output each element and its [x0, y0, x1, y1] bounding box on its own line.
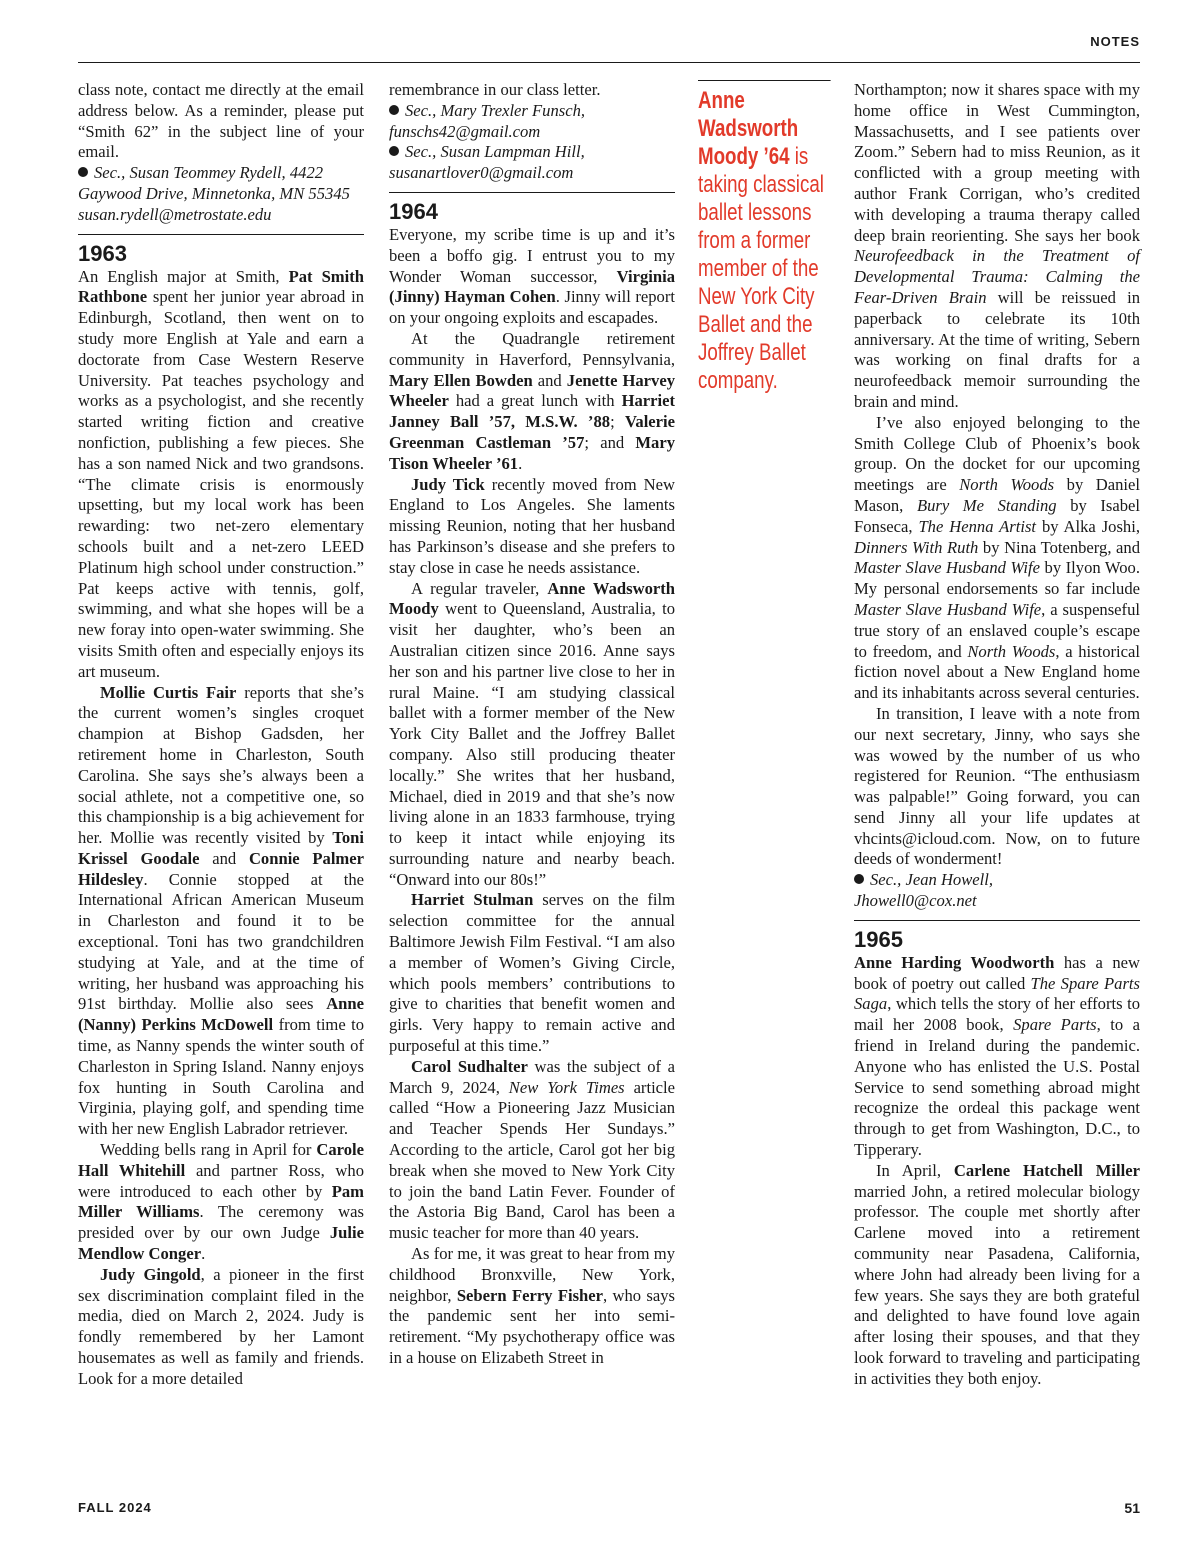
classmate-name: Mary Ellen Bowden	[389, 370, 533, 390]
secretary-email[interactable]: susanartlover0@gmail.com	[389, 163, 574, 183]
classmate-name: Sebern Ferry Fisher	[456, 1285, 603, 1305]
note-stulman: Harriet Stulman serves on the film selection committee for the annual Baltimore Jewish Film Festival. “I am also a member of Women’s Giving Circle, which pools members’ contributions to give to charities that benefit women and girls. Very happy to remain active and purposeful at this time.”	[389, 890, 676, 1056]
column-2	[389, 80, 675, 1369]
column-1	[78, 80, 364, 1390]
book-title: The Henna Artist	[918, 516, 1037, 536]
year-heading-1963: 1963	[78, 234, 364, 267]
column-4	[854, 80, 1140, 1390]
year-heading-1965: 1965	[854, 920, 1140, 953]
classmate-name: Toni Krissel Goodale	[78, 828, 364, 868]
bullet-icon	[78, 167, 88, 177]
classmate-name: Carlene Hatchell Miller	[953, 1160, 1140, 1180]
note-fisher: As for me, it was great to hear from my childhood Bronxville, New York, neighbor, Sebern Ferry Fisher, who says the pandemic sent her into semi-retirement. “My psychotherapy office was in a house on Elizabeth Street in	[389, 1244, 675, 1368]
note-fisher-cont: Northampton; now it shares space with my home office in West Cummington, Massachusetts, and I see patients over Zoom.” Sebern had to miss Reunion, as it conflicted with a group meeting with author Frank Corrigan, who’s credited with developing a trauma therapy called deep brain reorienting. She says her book Neurofeedback in the Treatment of Developmental Trauma: Calming the Fear-Driven Brain will be reissued in paperback to celebrate its 10th anniversary. At the time of writing, Sebern was working on final drafts for a neurofeedback memoir surrounding the brain and mind.	[854, 80, 1140, 411]
classmate-name: Carole Hall Whitehill	[78, 1140, 364, 1180]
section-label: NOTES	[1090, 34, 1140, 49]
classmate-name: Judy Gingold	[100, 1264, 201, 1284]
classmate-name: Carol Sudhalter	[411, 1056, 528, 1076]
book-title: Spare Parts	[1013, 1015, 1097, 1035]
header-rule	[78, 62, 1140, 63]
note-transition: In transition, I leave with a note from our next secretary, Jinny, who says she was wowed by the number of us who registered for Reunion. “The enthusiasm was palpable!” Going forward, you can send Jinny all your life updates at vhcints@icloud.com. Now, on to future deeds of wonderment!	[854, 703, 1140, 869]
classmate-name: Virginia (Jinny) Hayman Cohen	[389, 266, 675, 307]
secretary-1962	[78, 163, 364, 225]
classmate-name: Anne Wadsworth Moody	[389, 578, 675, 619]
pull-quote-name: Anne Wadsworth Moody ’64	[698, 87, 799, 170]
note-moody: A regular traveler, Anne Wadsworth Moody went to Queensland, Australia, to visit her daughter, who’s been an Australian citizen since 2016. Anne says her son and his partner live close to her in rural Maine. “I am studying classical ballet with a former member of the New York City Ballet and the Joffrey Ballet company. Also still producing theater locally.” She writes that her husband, Michael, died in 2019 and that she’s now living alone in an 1833 farmhouse, trying to keep it intact while enjoying its surrounding nature and nearby beach. “Onward into our 80s!”	[389, 578, 675, 889]
classmate-name: Pat Smith Rathbone	[78, 266, 364, 307]
book-title: Dinners With Ruth	[854, 537, 979, 557]
pull-quote	[698, 80, 831, 395]
note-whitehill: Wedding bells rang in April for Carole Hall Whitehill and partner Ross, who were introduced to each other by Pam Miller Williams. The ceremony was presided over by our own Judge Julie Mendlow Conger.	[78, 1140, 365, 1264]
secretary-1962-text: Sec., Susan Teommey Rydell, 4422 Gaywood Drive, Minnetonka, MN 55345 susan.rydell@metrostate.edu	[78, 163, 350, 224]
classmate-name: Harriet Stulman	[411, 890, 534, 910]
class-1962-closing: class note, contact me directly at the email address below. As a reminder, please put “Smith 62” in the subject line of your email.	[78, 80, 364, 162]
secretary-email[interactable]: funschs42@gmail.com	[389, 121, 541, 141]
classmate-name: Pam Miller Williams	[78, 1181, 364, 1222]
note-miller: In April, Carlene Hatchell Miller married John, a retired molecular biology professor. The couple met shortly after Carlene moved into a retirement community near Pasadena, California, where John had already been living for a few years. She says they are both grateful and delighted to have found love again after losing their spouses, and that they look forward to traveling and participating in activities they both enjoy.	[854, 1160, 1140, 1388]
class-1963-closing: remembrance in our class letter.	[389, 80, 601, 99]
secretary-1963-b: Sec., Susan Lampman Hill, susanartlover0@gmail.com	[389, 142, 585, 183]
bullet-icon	[854, 874, 864, 884]
book-title: Master Slave Husband Wife	[854, 558, 1040, 578]
note-gingold: Judy Gingold, a pioneer in the first sex discrimination complaint filed in the media, died on March 2, 2024. Judy is fondly remembered by her Lamont housemates as well as family and friends. Look for a more detailed	[78, 1264, 364, 1388]
secretary-1964: Sec., Jean Howell, Jhowell0@cox.net	[854, 870, 994, 911]
book-title: North Woods	[967, 641, 1056, 661]
issue-label: FALL 2024	[78, 1500, 152, 1515]
note-intro-1964: Everyone, my scribe time is up and it’s been a boffo gig. I entrust you to my Wonder Woman successor, Virginia (Jinny) Hayman Cohen. Jinny will report on your ongoing exploits and escapades.	[389, 224, 675, 328]
classmate-name: Anne Harding Woodworth	[854, 952, 1055, 972]
book-title: Bury Me Standing	[916, 495, 1057, 515]
column-3	[698, 80, 828, 395]
publication-title: New York Times	[508, 1077, 625, 1097]
classmate-name: Connie Palmer Hildesley	[78, 848, 364, 889]
classmate-name: Mary Tison Wheeler ’61	[389, 432, 675, 473]
bullet-icon	[389, 146, 399, 156]
classmate-name: Valerie Greenman Castleman ’57	[389, 412, 676, 452]
book-title: Neurofeedback in the Treatment of Developmental Trauma: Calming the Fear-Driven Brain	[854, 246, 1140, 307]
note-fair: Mollie Curtis Fair reports that she’s the current women’s singles croquet champion at Bishop Gadsden, her retirement home in Charleston, South Carolina. She says she’s always been a social athlete, not a competitive one, so this championship is a big achievement for her. Mollie was recently visited by Toni Krissel Goodale and Connie Palmer Hildesley. Connie stopped at the International African American Museum in Charleston and found it to be exceptional. Toni has two grandchildren studying at Yale, and at the time of writing, her husband was approaching his 91st birthday. Mollie also sees Anne (Nanny) Perkins McDowell from time to time, as Nanny spends the winter south of Charleston in Spring Island. Nanny enjoys fox hunting in South Carolina and Virginia, playing golf, and spending time with her new English Labrador retriever.	[78, 682, 365, 1139]
classmate-name: Mollie Curtis Fair	[100, 682, 237, 702]
book-title: The Spare Parts Saga	[854, 973, 1140, 1014]
bullet-icon	[389, 105, 399, 115]
note-sudhalter: Carol Sudhalter was the subject of a March 9, 2024, New York Times article called “How a Pioneering Jazz Musician and Teacher Spends Her Sundays.” According to the article, Carol got her big break when she moved to New York City to join the band Latin Fever. Founder of the Astoria Big Band, Carol has been a music teacher for more than 40 years.	[389, 1056, 676, 1243]
secretary-email[interactable]: Jhowell0@cox.net	[854, 891, 977, 911]
note-rathbone: An English major at Smith, Pat Smith Rathbone spent her junior year abroad in Edinburgh, Scotland, then went on to study more English at Yale and earn a doctorate from Case Western Reserve University. Pat teaches psychology and works as a psychologist, and she recently started writing fiction and creative nonfiction, publishing a few pieces. She has a son named Nick and two grandsons. “The climate crisis is enormously upsetting, but my local work has been rewarding: two net-zero elementary schools built and a net-zero LEED Platinum high school under construction.” Pat keeps active with tennis, golf, swimming, and what she hopes will be a new foray into open-water swimming. She visits Smith often and especially enjoys its art museum.	[78, 266, 364, 681]
classmate-name: Anne (Nanny) Perkins McDowell	[78, 994, 365, 1035]
pull-quote-text: is taking classical ballet lessons from a former member of the New York City Ballet and the Joffrey Ballet company.	[698, 143, 824, 394]
book-title: North Woods	[959, 475, 1055, 495]
classmate-name: Julie Mendlow Conger	[78, 1223, 364, 1264]
book-title: Master Slave Husband Wife	[854, 599, 1042, 619]
classmate-name: Judy Tick	[411, 474, 485, 494]
note-tick: Judy Tick recently moved from New England to Los Angeles. She laments missing Reunion, noting that her husband has Parkinson’s disease and she prefers to stay close in case he needs assistance.	[389, 474, 675, 577]
year-heading-1964: 1964	[389, 192, 675, 225]
note-quadrangle: At the Quadrangle retirement community in Haverford, Pennsylvania, Mary Ellen Bowden and Jenette Harvey Wheeler had a great lunch with Harriet Janney Ball ’57, M.S.W. ’88; Valerie Greenman Castleman ’57; and Mary Tison Wheeler ’61.	[389, 328, 676, 473]
secretary-1963-a: Sec., Mary Trexler Funsch, funschs42@gmail.com	[389, 100, 586, 141]
classmate-name: Jenette Harvey Wheeler	[389, 370, 675, 411]
note-book-group: I’ve also enjoyed belonging to the Smith College Club of Phoenix’s book group. On the docket for our upcoming meetings are North Woods by Daniel Mason, Bury Me Standing by Isabel Fonseca, The Henna Artist by Alka Joshi, Dinners With Ruth by Nina Totenberg, and Master Slave Husband Wife by Ilyon Woo. My personal endorsements so far include Master Slave Husband Wife, a suspenseful true story of an enslaved couple’s escape to freedom, and North Woods, a historical fiction novel about a New England home and its inhabitants across several centuries.	[854, 412, 1140, 703]
classmate-name: Harriet Janney Ball ’57, M.S.W. ’88	[389, 391, 675, 432]
page-number: 51	[1124, 1500, 1140, 1516]
note-woodworth: Anne Harding Woodworth has a new book of poetry out called The Spare Parts Saga, which tells the story of her efforts to mail her 2008 book, Spare Parts, to a friend in Ireland during the pandemic. Anyone who has enlisted the U.S. Postal Service to send something abroad might recognize the ordeal this package went through to get from Washington, D.C., to Tipperary.	[854, 952, 1141, 1160]
